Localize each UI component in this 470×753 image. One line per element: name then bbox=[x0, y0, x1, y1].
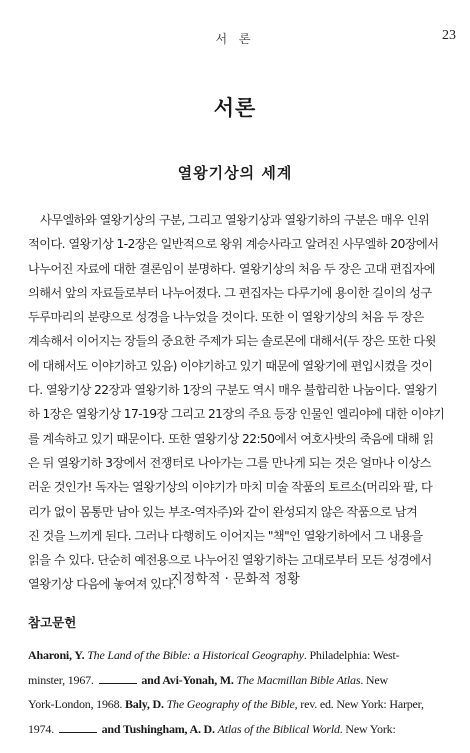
body-line: 나누어진 자료에 대한 결론임이 분명하다. 열왕기상의 처음 두 장은 고대 편집자에 bbox=[28, 261, 435, 276]
citation-text: minster, 1967. bbox=[28, 672, 97, 687]
citation-text: 1974. bbox=[28, 721, 57, 736]
body-line: 사무엘하와 열왕기상의 구분, 그리고 열왕기상과 열왕기하의 구분은 매우 인위 bbox=[40, 213, 430, 227]
bibliography-line bbox=[28, 668, 448, 693]
bibliography-line bbox=[28, 643, 448, 668]
body-line: 두루마리의 분량으로 성경을 나누었을 것이다. 또한 이 열왕기상의 처음 두 장은 bbox=[28, 310, 424, 325]
citation-text: York-London, 1968. bbox=[28, 697, 125, 712]
author-name: Aharoni, Y. bbox=[28, 648, 85, 662]
page-number: 23 bbox=[442, 28, 456, 43]
citation-text: , rev. ed. New York: Harper, bbox=[294, 697, 424, 712]
running-head: 서 론 bbox=[215, 32, 255, 46]
section-title: 열왕기상의 세계 bbox=[177, 164, 293, 182]
citation-text: . New York: bbox=[339, 721, 396, 736]
book-title: The Geography of the Bible bbox=[166, 697, 295, 712]
body-line: 읽을 수 있다. 단순히 예전용으로 나누어진 열왕기하는 고대로부터 모든 성경에서 bbox=[28, 553, 432, 568]
author-name: and Tushingham, A. D. bbox=[98, 721, 215, 736]
body-line: 다. 열왕기상 22장과 열왕기하 1장의 구분도 역시 매우 불합리한 나눔이다. 열왕기 bbox=[28, 383, 438, 398]
body-line: 진 것을 느끼게 된다. 그러나 다행히도 이어지는 "책"인 열왕기하에서 그 내용을 bbox=[28, 528, 423, 543]
chapter-title: 서론 bbox=[213, 96, 257, 120]
ditto-rule bbox=[59, 722, 97, 733]
bibliography-list bbox=[28, 643, 448, 741]
body-line: 은 뒤 열왕기하 3장에서 전쟁터로 나아가는 그를 만나게 되는 것은 얼마나 이상스 bbox=[28, 455, 431, 470]
body-line: 에 대해서도 이야기하고 있음) 이야기하고 있기 때문에 열왕기에 편입시켰을 것이 bbox=[28, 358, 433, 373]
body-line: 리가 없이 몸통만 남아 있는 부조-역자주)와 같이 완성되지 않은 작품으로 남겨 bbox=[28, 504, 418, 519]
book-title: Atlas of the Biblical World bbox=[217, 721, 340, 736]
body-line: 의해서 앞의 자료들로부터 나누어졌다. 그 편집자는 다루기에 용이한 길이의 성구 bbox=[28, 285, 432, 300]
body-line: 를 계속하고 있기 때문이다. 또한 열왕기상 22:50에서 여호사밧의 죽음에 대해 읽 bbox=[28, 431, 434, 446]
body-paragraph bbox=[28, 208, 448, 597]
subsection-title: 지정학적 · 문화적 정황 bbox=[170, 572, 300, 587]
body-line: 하 1장은 열왕기상 17-19장 그리고 21장의 주요 등장 인물인 엘리야에 대한 이야기 bbox=[28, 407, 445, 422]
ditto-rule bbox=[99, 673, 137, 684]
body-line: 계속해서 이어지는 장들의 중요한 주제가 되는 솔로몬에 대해서(두 장은 또한 다윗 bbox=[28, 334, 436, 349]
citation-text: . New bbox=[360, 672, 388, 687]
citation-text: . Philadelphia: West- bbox=[303, 648, 400, 662]
author-name: Baly, D. bbox=[125, 697, 164, 712]
author-name: and Avi-Yonah, M. bbox=[138, 672, 234, 687]
body-line: 열왕기상 다음에 놓여져 있다. bbox=[28, 577, 176, 592]
bibliography-line bbox=[28, 717, 448, 742]
body-line: 러운 것인가! 독자는 열왕기상의 이야기가 마치 미술 작품의 토르소(머리와 팔, 다 bbox=[28, 480, 433, 495]
bibliography-line bbox=[28, 692, 448, 717]
body-line: 적이다. 열왕기상 1-2장은 일반적으로 왕위 계승사라고 알려진 사무엘하 20장에서 bbox=[28, 237, 439, 252]
book-title: The Land of the Bible: a Historical Geography bbox=[87, 648, 304, 662]
bibliography-heading: 참고문헌 bbox=[28, 615, 77, 630]
book-title: The Macmillan Bible Atlas bbox=[236, 672, 361, 687]
